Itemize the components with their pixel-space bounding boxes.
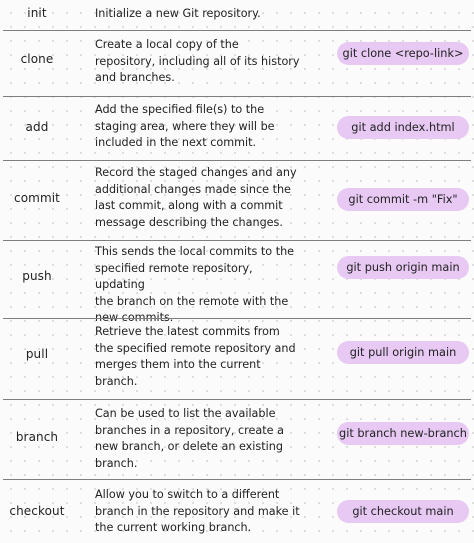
description-line: staging area, where they will be	[95, 119, 275, 133]
description-line: branch.	[95, 456, 138, 470]
command-row-init	[0, 0, 474, 30]
command-name: clone	[20, 52, 54, 66]
description-line: last commit, along with a commit	[95, 199, 283, 213]
command-row-commit	[0, 161, 474, 239]
description-line: Can be used to list the available	[95, 407, 276, 420]
description-line: merges them into the current	[95, 358, 261, 372]
command-row-push	[0, 241, 474, 325]
example-command-pill: git branch new-branch	[337, 422, 469, 445]
description-line: Add the specified file(s) to the	[95, 103, 265, 116]
description-line: branches in a repository, create a	[95, 423, 284, 437]
description-line: Retrieve the latest commits from	[95, 325, 280, 338]
description-line: the specified remote repository and	[95, 341, 296, 355]
description-line: new branch, or delete an existing	[95, 440, 283, 454]
command-description	[95, 324, 305, 390]
command-name: push	[22, 269, 52, 283]
description-line: repository, including all of its history	[95, 54, 300, 68]
description-line: Create a local copy of the	[95, 38, 239, 51]
command-name: add	[25, 120, 49, 134]
example-command-pill: git pull origin main	[337, 341, 469, 364]
description-line: the branch on the remote with the	[95, 294, 289, 308]
example-command-pill: git push origin main	[337, 256, 469, 279]
example-command-pill: git commit -m "Fix"	[337, 188, 469, 211]
command-description	[95, 37, 305, 87]
description-line: branch in the repository and make it	[95, 504, 300, 518]
description-line: Initialize a new Git repository.	[95, 7, 261, 20]
command-description	[95, 487, 305, 537]
description-line: specified remote repository, updating	[95, 261, 253, 292]
description-line: This sends the local commits to the	[95, 245, 295, 258]
description-line: included in the next commit.	[95, 136, 257, 150]
command-name: commit	[14, 191, 60, 205]
command-row-add	[0, 97, 474, 159]
command-description	[95, 406, 305, 472]
command-description	[95, 6, 305, 23]
description-line: Record the staged changes and any	[95, 166, 297, 179]
command-row-branch	[0, 400, 474, 478]
description-line: additional changes made since the	[95, 182, 291, 196]
command-name: branch	[15, 430, 59, 444]
description-line: and branches.	[95, 71, 175, 85]
command-row-clone	[0, 31, 474, 95]
description-line: new commits.	[95, 311, 174, 325]
example-command-pill: git clone <repo-link>	[337, 42, 469, 65]
command-name: checkout	[9, 504, 65, 518]
command-description	[95, 244, 305, 327]
command-name: init	[27, 6, 47, 20]
description-line: branch.	[95, 374, 138, 388]
command-description	[95, 102, 305, 152]
description-line: Allow you to switch to a different	[95, 488, 280, 501]
command-description	[95, 165, 305, 231]
description-line: message describing the changes.	[95, 215, 283, 229]
example-command-pill: git checkout main	[337, 500, 469, 523]
command-name: pull	[25, 347, 49, 361]
command-row-checkout	[0, 480, 474, 543]
example-command-pill: git add index.html	[337, 116, 469, 139]
command-row-pull	[0, 319, 474, 398]
description-line: the current working branch.	[95, 521, 252, 535]
